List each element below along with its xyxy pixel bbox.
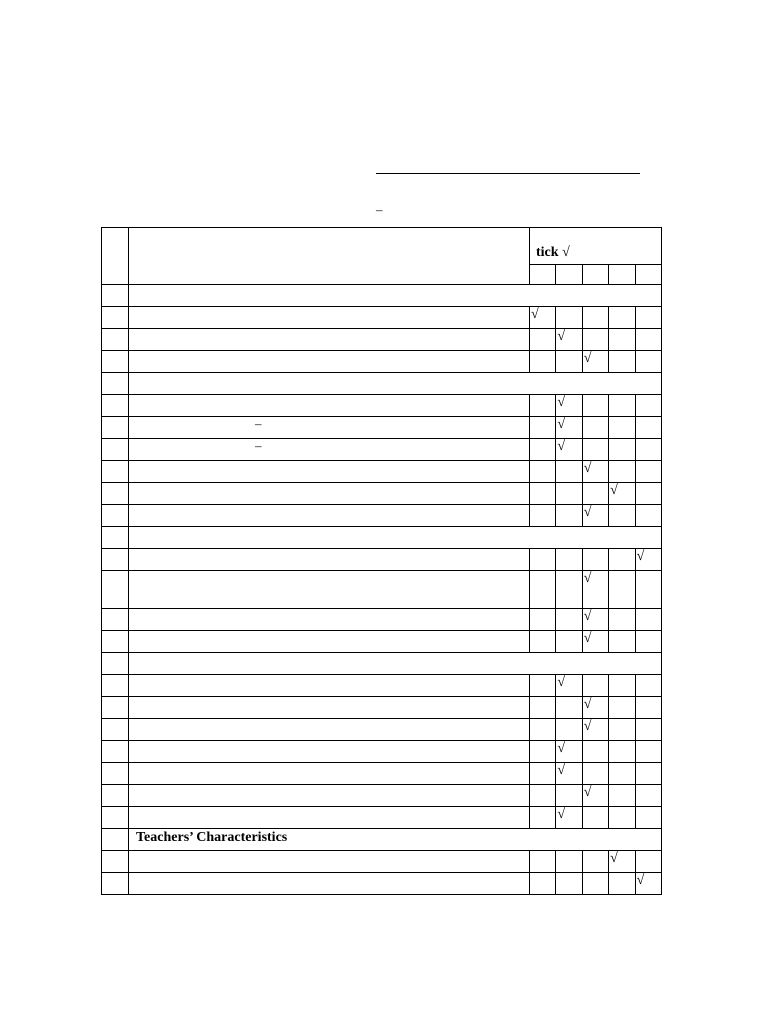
rating-cell[interactable] [635,785,661,807]
rating-cell[interactable] [530,675,556,697]
table-row [102,395,662,417]
rating-cell[interactable] [582,351,608,373]
check-mark-icon: √ [583,351,592,366]
rating-cell[interactable] [530,395,556,417]
rating-cell[interactable] [530,631,556,653]
rating-cell[interactable] [530,851,556,873]
section-heading-cell [129,829,662,851]
rating-cell[interactable] [582,741,608,763]
check-mark-icon: √ [636,873,645,888]
row-number-cell [102,439,129,461]
table-row [102,807,662,829]
rating-cell[interactable] [556,395,582,417]
rating-cell[interactable] [609,505,635,527]
rating-cell[interactable] [582,307,608,329]
table-row [102,549,662,571]
rating-cell[interactable] [530,549,556,571]
item-text-cell [129,609,530,631]
table-row [102,719,662,741]
row-number-cell [102,873,129,895]
rating-cell[interactable] [582,395,608,417]
check-mark-icon: √ [557,395,566,410]
section-heading-cell [129,285,662,307]
table-row [102,675,662,697]
item-text-cell [129,675,530,697]
scale-option-cell [609,265,635,285]
rating-cell[interactable] [635,571,661,609]
check-mark-icon: √ [610,483,618,498]
rating-cell[interactable] [530,785,556,807]
rating-cell[interactable] [530,329,556,351]
scale-option-cell [530,265,556,285]
rating-cell[interactable] [635,417,661,439]
scale-option-cell [635,265,661,285]
rating-cell[interactable] [582,873,608,895]
rating-cell[interactable] [635,873,661,895]
section-heading-cell [129,373,662,395]
table-row [102,785,662,807]
item-text-cell [129,549,530,571]
table-row [102,439,662,461]
item-text-cell [129,483,530,505]
rating-cell[interactable] [609,719,635,741]
rating-cell[interactable] [582,571,608,609]
row-number-cell [102,505,129,527]
item-text-cell [129,807,530,829]
table-header-row [102,228,662,265]
rating-cell[interactable] [556,631,582,653]
rating-cell[interactable] [609,741,635,763]
item-text-cell [129,307,530,329]
table-row [102,851,662,873]
tick-symbol: √ [562,245,570,260]
rating-cell[interactable] [530,417,556,439]
section-heading-cell [129,527,662,549]
rating-cell[interactable] [609,763,635,785]
rating-cell[interactable] [582,851,608,873]
rating-cell[interactable] [582,461,608,483]
rating-cell[interactable] [582,697,608,719]
section-row [102,829,662,851]
check-mark-icon: √ [610,851,618,866]
table-row [102,329,662,351]
rating-cell[interactable] [582,439,608,461]
rating-cell[interactable] [609,307,635,329]
check-mark-icon: √ [636,549,645,564]
rating-cell[interactable] [556,609,582,631]
scale-option-cell [556,265,582,285]
rating-cell[interactable] [635,461,661,483]
rating-cell[interactable] [609,807,635,829]
rating-cell[interactable] [556,483,582,505]
rating-cell[interactable] [609,549,635,571]
item-text-cell [129,417,530,439]
rating-cell[interactable] [556,719,582,741]
table-row [102,307,662,329]
rating-cell[interactable] [582,763,608,785]
table-row [102,461,662,483]
row-number-cell [102,675,129,697]
check-mark-icon: √ [583,505,592,520]
check-mark-icon: √ [557,807,566,822]
rating-cell[interactable] [582,807,608,829]
rating-cell[interactable] [635,763,661,785]
row-number-cell [102,653,129,675]
row-number-cell [102,785,129,807]
table-row [102,631,662,653]
rating-cell[interactable] [635,307,661,329]
rating-cell[interactable] [635,807,661,829]
rating-cell[interactable] [609,483,635,505]
rating-cell[interactable] [530,307,556,329]
row-number-cell [102,307,129,329]
table-row [102,505,662,527]
item-text-cell [129,461,530,483]
rating-cell[interactable] [609,417,635,439]
section-row [102,653,662,675]
rating-cell[interactable] [530,609,556,631]
tick-instruction [536,246,570,260]
rating-cell[interactable] [635,631,661,653]
section-row [102,285,662,307]
section-row [102,373,662,395]
table-row [102,483,662,505]
rating-cell[interactable] [635,741,661,763]
rating-cell[interactable] [530,763,556,785]
rating-cell[interactable] [556,873,582,895]
row-number-cell [102,631,129,653]
row-number-cell [102,609,129,631]
row-number-cell [102,351,129,373]
rating-cell[interactable] [609,785,635,807]
item-text-cell [129,329,530,351]
rating-cell[interactable] [582,719,608,741]
rating-cell[interactable] [635,505,661,527]
row-number-cell [102,719,129,741]
table-row [102,609,662,631]
rating-cell[interactable] [582,483,608,505]
rating-cell[interactable] [556,351,582,373]
row-number-cell [102,741,129,763]
rating-cell[interactable] [635,439,661,461]
rating-cell[interactable] [582,505,608,527]
rating-cell[interactable] [530,697,556,719]
item-text-cell [129,873,530,895]
rating-cell[interactable] [530,807,556,829]
rating-cell[interactable] [635,697,661,719]
rating-cell[interactable] [609,351,635,373]
row-number-cell [102,483,129,505]
row-number-cell [102,329,129,351]
rating-cell[interactable] [530,741,556,763]
rating-cell[interactable] [609,439,635,461]
check-mark-icon: √ [583,785,592,800]
rating-cell[interactable] [556,307,582,329]
check-mark-icon: √ [557,329,566,344]
dash-mark: – [376,202,383,217]
section-heading-cell [129,653,662,675]
header-number-cell [102,228,129,285]
item-text-cell [129,505,530,527]
rating-cell[interactable] [609,395,635,417]
item-text-cell [129,439,530,461]
check-mark-icon: √ [583,461,592,476]
row-number-cell [102,549,129,571]
item-dash: – [255,438,262,453]
rating-cell[interactable] [609,851,635,873]
row-number-cell [102,373,129,395]
rating-cell[interactable] [609,631,635,653]
rating-cell[interactable] [530,571,556,609]
tick-label: tick [536,245,559,260]
table-row [102,873,662,895]
rating-cell[interactable] [556,675,582,697]
rating-cell[interactable] [582,785,608,807]
check-mark-icon: √ [583,631,592,646]
header-item-cell [129,228,530,285]
rating-cell[interactable] [635,609,661,631]
rating-cell[interactable] [635,719,661,741]
row-number-cell [102,829,129,851]
row-number-cell [102,417,129,439]
rating-cell[interactable] [609,571,635,609]
rating-cell[interactable] [556,763,582,785]
rating-cell[interactable] [582,631,608,653]
scale-option-cell [582,265,608,285]
item-text-cell [129,763,530,785]
check-mark-icon: √ [557,439,566,454]
rating-cell[interactable] [609,873,635,895]
rating-cell[interactable] [556,549,582,571]
item-text-cell [129,851,530,873]
row-number-cell [102,697,129,719]
check-mark-icon: √ [531,307,539,322]
item-text-cell [129,719,530,741]
rating-cell[interactable] [556,741,582,763]
rating-cell[interactable] [556,851,582,873]
check-mark-icon: √ [557,675,566,690]
section-heading: Teachers’ Characteristics [136,830,288,845]
check-mark-icon: √ [583,571,592,586]
rating-cell[interactable] [530,461,556,483]
item-text-cell [129,395,530,417]
rating-cell[interactable] [556,571,582,609]
rating-cell[interactable] [609,675,635,697]
check-mark-icon: √ [557,741,566,756]
row-number-cell [102,395,129,417]
rating-cell[interactable] [582,609,608,631]
rating-cell[interactable] [582,549,608,571]
table-row [102,697,662,719]
rating-cell[interactable] [635,851,661,873]
item-text-cell [129,571,530,609]
rating-cell[interactable] [609,609,635,631]
row-number-cell [102,851,129,873]
rating-cell[interactable] [556,697,582,719]
item-dash: – [255,416,262,431]
item-text-cell [129,785,530,807]
rating-cell[interactable] [556,807,582,829]
row-number-cell [102,285,129,307]
rating-cell[interactable] [556,439,582,461]
rating-table [101,227,662,895]
rating-cell[interactable] [530,351,556,373]
rating-cell[interactable] [609,461,635,483]
rating-cell[interactable] [556,785,582,807]
header-scale-cell [530,228,662,265]
row-number-cell [102,527,129,549]
table-row [102,417,662,439]
rating-cell[interactable] [635,395,661,417]
section-row [102,527,662,549]
check-mark-icon: √ [583,609,592,624]
rating-cell[interactable] [556,417,582,439]
row-number-cell [102,763,129,785]
rating-cell[interactable] [582,417,608,439]
table-row [102,741,662,763]
rating-cell[interactable] [609,697,635,719]
item-text-cell [129,631,530,653]
title-underline [376,173,640,174]
item-text-cell [129,351,530,373]
row-number-cell [102,461,129,483]
rating-cell[interactable] [582,675,608,697]
check-mark-icon: √ [557,417,566,432]
rating-cell[interactable] [530,873,556,895]
rating-cell[interactable] [530,483,556,505]
rating-cell[interactable] [530,719,556,741]
check-mark-icon: √ [583,719,592,734]
rating-cell[interactable] [556,505,582,527]
rating-cell[interactable] [530,505,556,527]
row-number-cell [102,807,129,829]
table-row [102,571,662,609]
rating-cell[interactable] [635,329,661,351]
rating-cell[interactable] [635,351,661,373]
check-mark-icon: √ [557,763,566,778]
rating-cell[interactable] [635,675,661,697]
check-mark-icon: √ [583,697,592,712]
rating-cell[interactable] [635,483,661,505]
rating-cell[interactable] [609,329,635,351]
rating-cell[interactable] [635,549,661,571]
item-text-cell [129,697,530,719]
table-row [102,763,662,785]
item-text-cell [129,741,530,763]
rating-cell[interactable] [556,329,582,351]
rating-cell[interactable] [582,329,608,351]
row-number-cell [102,571,129,609]
rating-cell[interactable] [556,461,582,483]
rating-cell[interactable] [530,439,556,461]
table-row [102,351,662,373]
